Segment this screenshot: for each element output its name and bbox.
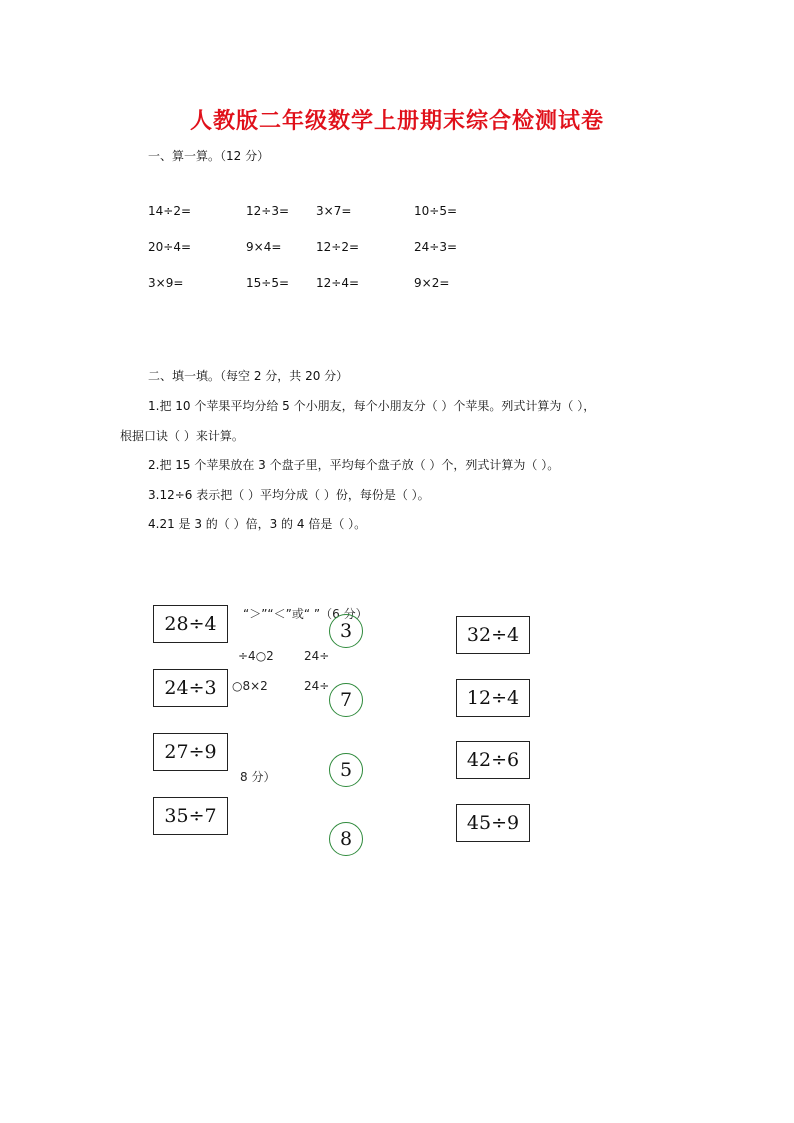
- score-fragment: 8 分）: [240, 770, 276, 784]
- calc-item: 9×4=: [246, 240, 282, 254]
- compare-fragment: 24÷: [304, 649, 330, 663]
- answer-circle: 8: [329, 822, 363, 856]
- expression-box: 32÷4: [456, 616, 530, 654]
- expression-box: 28÷4: [153, 605, 228, 643]
- calc-item: 12÷4=: [316, 276, 360, 290]
- answer-circle: 7: [329, 683, 363, 717]
- section2-heading: 二、填一填。（每空 2 分，共 20 分）: [148, 369, 349, 383]
- expression-box: 45÷9: [456, 804, 530, 842]
- expression-box: 42÷6: [456, 741, 530, 779]
- question-3: 3.12÷6 表示把（ ）平均分成（ ）份，每份是（ ）。: [148, 488, 430, 502]
- question-1-line1: 1.把 10 个苹果平均分给 5 个小朋友，每个小朋友分（ ）个苹果。列式计算为（ ），: [148, 399, 596, 413]
- calc-item: 10÷5=: [414, 204, 458, 218]
- question-4: 4.21 是 3 的（ ）倍，3 的 4 倍是（ ）。: [148, 517, 367, 531]
- compare-fragment: ○8×2: [232, 679, 268, 693]
- expression-box: 24÷3: [153, 669, 228, 707]
- calc-item: 3×7=: [316, 204, 352, 218]
- calc-item: 9×2=: [414, 276, 450, 290]
- section1-heading: 一、算一算。（12 分）: [148, 149, 270, 163]
- calc-item: 24÷3=: [414, 240, 458, 254]
- calc-item: 20÷4=: [148, 240, 192, 254]
- compare-instruction-fragment: “＞”“＜”或“ ”（6 分）: [243, 607, 368, 621]
- calc-item: 3×9=: [148, 276, 184, 290]
- page-title: 人教版二年级数学上册期末综合检测试卷: [189, 109, 604, 134]
- calc-item: 12÷3=: [246, 204, 290, 218]
- expression-box: 27÷9: [153, 733, 228, 771]
- expression-box: 35÷7: [153, 797, 228, 835]
- answer-circle: 3: [329, 614, 363, 648]
- expression-box: 12÷4: [456, 679, 530, 717]
- compare-fragment: 24÷: [304, 679, 330, 693]
- compare-fragment: ÷4○2: [238, 649, 274, 663]
- calc-item: 14÷2=: [148, 204, 192, 218]
- calc-item: 12÷2=: [316, 240, 360, 254]
- question-2: 2.把 15 个苹果放在 3 个盘子里，平均每个盘子放（ ）个，列式计算为（ ）。: [148, 458, 560, 472]
- answer-circle: 5: [329, 753, 363, 787]
- calc-item: 15÷5=: [246, 276, 290, 290]
- question-1-line2: 根据口诀（ ）来计算。: [120, 429, 244, 443]
